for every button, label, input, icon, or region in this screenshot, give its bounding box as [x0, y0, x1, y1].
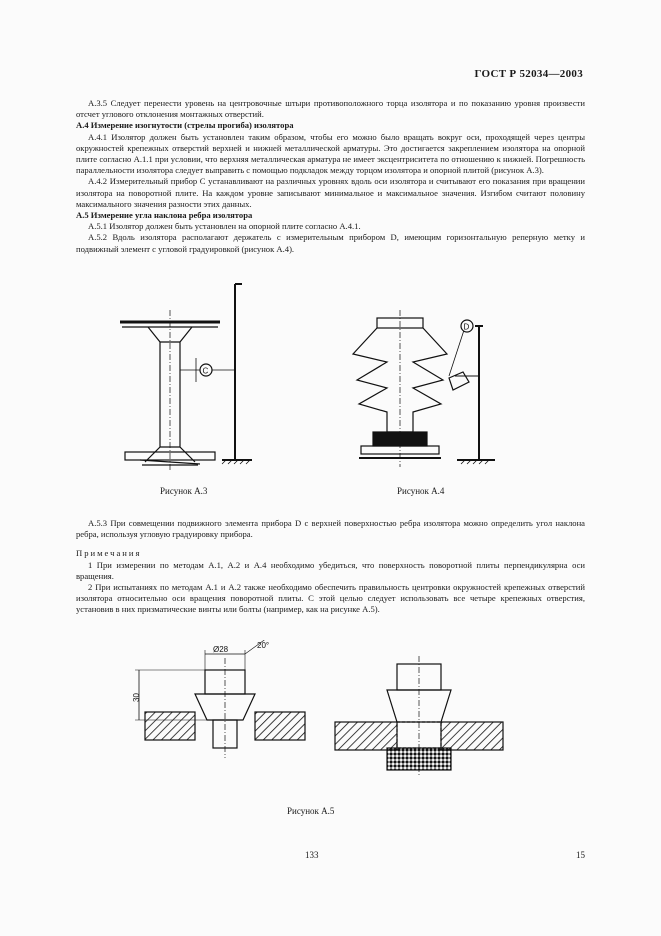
figure-a3-caption: Рисунок А.3	[160, 486, 208, 496]
document-header: ГОСТ Р 52034—2003	[474, 68, 583, 80]
heading-a4: А.4 Измерение изогнутости (стрелы прогиба) изолятора	[76, 120, 294, 131]
figure-a3-label: C	[202, 366, 209, 376]
figure-a4-caption: Рисунок А.4	[397, 486, 445, 496]
paragraph-a3-5: А.3.5 Следует перенести уровень на центровочные штыри противоположного торца изолятора и по показанию уровня произвести отсчет углового отклонения монтажных отверстий.	[76, 98, 585, 120]
paragraph-a5-2: А.5.2 Вдоль изолятора располагают держатель с измерительным прибором D, имеющим горизонтальную реперную метку и подвижный элемент с угловой градуировкой (рисунок А.4).	[76, 232, 585, 254]
figure-a5-diameter: Ø28	[213, 645, 229, 654]
paragraph-a4-2: А.4.2 Измерительный прибор С устанавливают на различных уровнях вдоль оси изолятора и считывают его показания при вращении изолятора на поворотной плите. На каждом уровне записывают минимальное и максимальное значения. Изгибом считают половину максимального значения разности этих данных.	[76, 176, 585, 209]
section-a5-notes	[76, 518, 585, 616]
paragraph-a4-1: А.4.1 Изолятор должен быть установлен таким образом, чтобы его можно было вращать вокруг оси, проходящей через центры окружностей крепежных отверстий верхней и нижней металлической арматуры. Это достигается закреплением изолятора на опорной плите согласно А.1.1 при условии, что верхняя металлическая арматура не имеет эксцентриситета по отношению к нижней. Погрешность параллельности изолятора следует выправить с помощью подкладок между торцом изолятора и опорной плитой (рисунок А.3).	[76, 131, 585, 176]
figure-a3-drawing	[110, 282, 260, 472]
figure-a4-label: D	[463, 322, 470, 332]
figure-a5-angle: 20°	[257, 641, 270, 650]
figure-a5-caption: Рисунок А.5	[287, 806, 335, 816]
notes-title: Примечания	[76, 548, 142, 559]
page-number-left: 133	[305, 850, 319, 860]
paragraph-a5-3: А.5.3 При совмещении подвижного элемента прибора D с верхней поверхностью ребра изолятора можно определить угол наклона ребра, используя угловую градуировку прибора.	[76, 518, 585, 540]
figure-a4-drawing	[345, 282, 505, 472]
figure-a5-drawing	[125, 640, 525, 790]
note-2: 2 При испытаниях по методам А.1 и А.2 также необходимо обеспечить правильность центровки окружностей крепежных отверстий изолятора относительно оси вращения поворотной плиты. С этой целью следует использовать все четыре крепежных отверстия, установив в них призматические винты или болты (например, как на рисунке А.5).	[76, 582, 585, 615]
section-a3-a5	[76, 98, 585, 255]
heading-a5: А.5 Измерение угла наклона ребра изолятора	[76, 210, 253, 221]
figure-a5-height: 30	[132, 693, 141, 702]
page-number-right: 15	[576, 850, 585, 860]
note-1: 1 При измерении по методам А.1, А.2 и А.4 необходимо убедиться, что поверхность поворотной плиты перпендикулярна оси вращения.	[76, 559, 585, 581]
paragraph-a5-1: А.5.1 Изолятор должен быть установлен на опорной плите согласно А.4.1.	[88, 221, 361, 232]
